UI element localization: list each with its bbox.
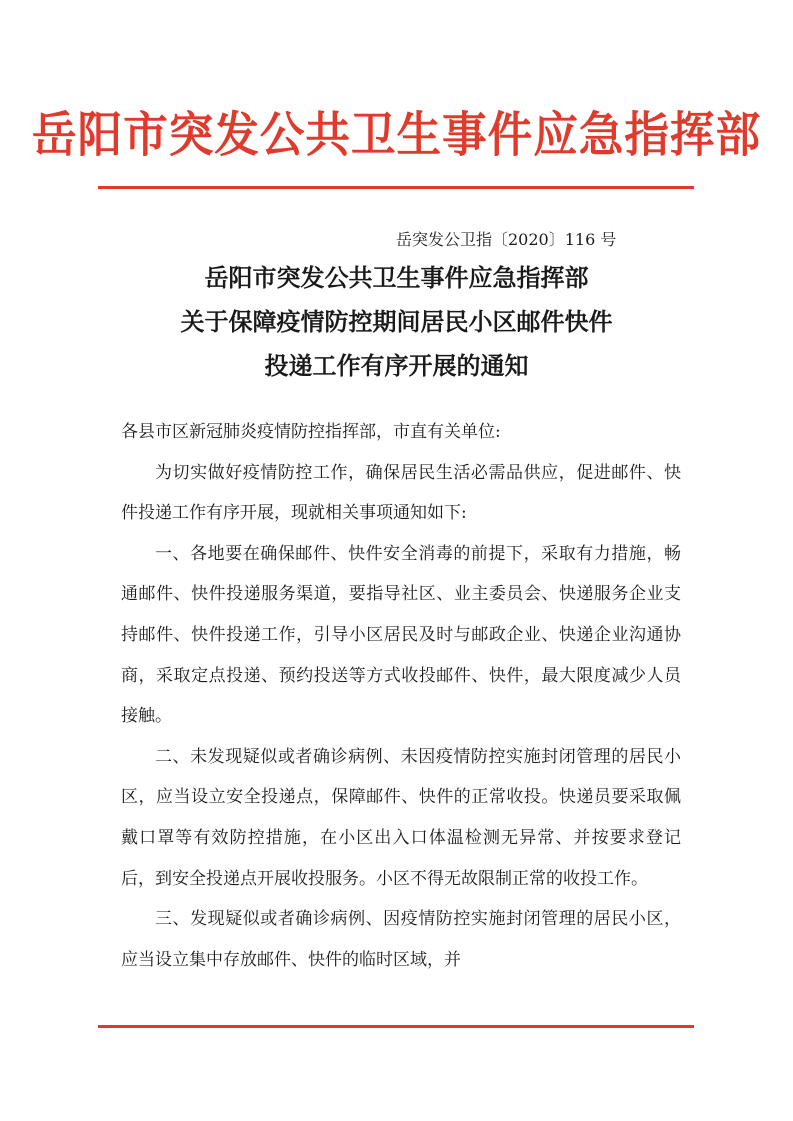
document-title: [100, 256, 693, 388]
document-body: [121, 412, 681, 980]
document-number: 岳突发公卫指〔2020〕116 号: [396, 230, 617, 249]
agency-header: 岳阳市突发公共卫生事件应急指挥部: [31, 107, 762, 163]
red-footer-rule: [98, 1025, 694, 1028]
salutation: 各县市区新冠肺炎疫情防控指挥部，市直有关单位:: [121, 422, 501, 442]
paragraph-intro: 为切实做好疫情防控工作，确保居民生活必需品供应，促进邮件、快件投递工作有序开展，现就相关事项通知如下:: [121, 462, 681, 524]
paragraph-item-1: 一、各地要在确保邮件、快件安全消毒的前提下，采取有力措施，畅通邮件、快件投递服务渠道，要指导社区、业主委员会、快递服务企业支持邮件、快件投递工作，引导小区居民及时与邮政企业、快递企业沟通协商，采取定点投递、预约投送等方式收投邮件、快件，最大限度减少人员接触。: [121, 543, 681, 727]
title-line-1: 岳阳市突发公共卫生事件应急指挥部: [204, 263, 589, 292]
title-line-3: 投递工作有序开展的通知: [264, 351, 529, 380]
paragraph-item-2: 二、未发现疑似或者确诊病例、未因疫情防控实施封闭管理的居民小区，应当设立安全投递点，保障邮件、快件的正常收投。快递员要采取佩戴口罩等有效防控措施，在小区出入口体温检测无异常、并按要求登记后，到安全投递点开展收投服务。小区不得无故限制正常的收投工作。: [121, 746, 681, 889]
red-header-rule: [98, 186, 694, 189]
title-line-2: 关于保障疫情防控期间居民小区邮件快件: [180, 307, 613, 336]
paragraph-item-3: 三、发现疑似或者确诊病例、因疫情防控实施封闭管理的居民小区，应当设立集中存放邮件、快件的临时区域，并: [121, 909, 681, 970]
